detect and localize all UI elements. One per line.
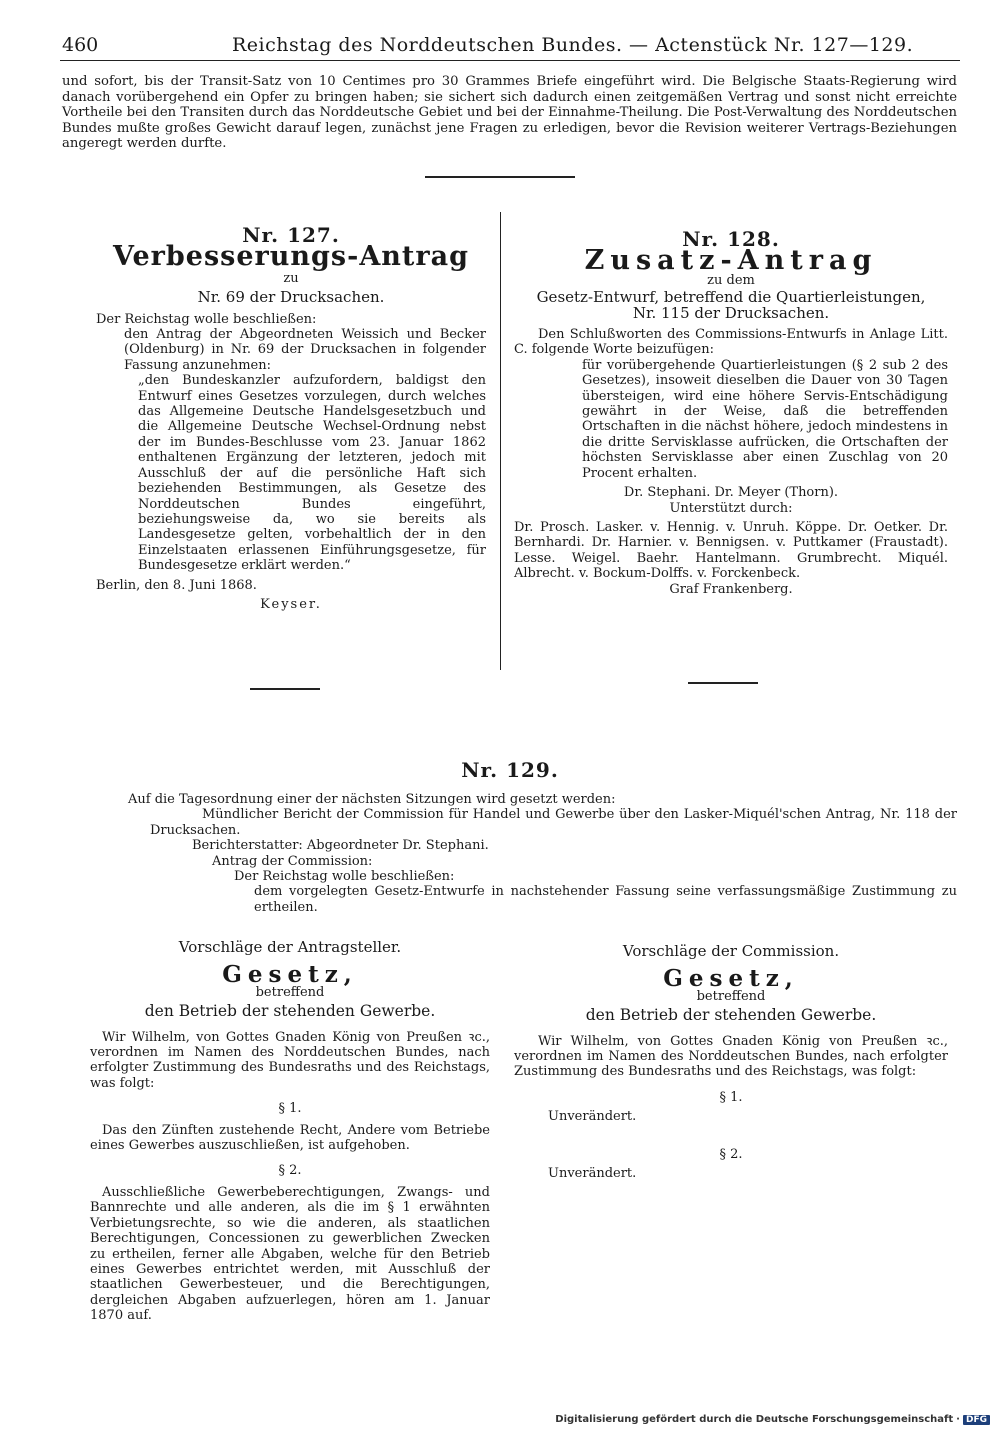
page-number: 460	[62, 34, 99, 56]
intro-paragraph: und sofort, bis der Transit-Satz von 10 Centimes pro 30 Grammes Briefe eingeführt wird. Die Belgische Staats-Regierung wird danach vorübergehend ein Opfer zu bringen haben; sie sichert sich dadurch einen zeitgemäßen Vertrag und sonst nicht erreichte Vortheile bei den Transiten durch das Norddeutsche Gebiet und bei der Einnahme-Theilung. Die Post-Verwaltung des Norddeutschen Bundes mußte großes Gewicht darauf legen, zunächst jene Fragen zu erledigen, bevor die Revision weiterer Vertrags-Beziehungen angeregt werden durfte.	[62, 74, 957, 152]
nr128-supported: Unterstützt durch:	[669, 500, 793, 516]
left-gesetz: Gesetz,	[222, 961, 358, 989]
nr127-ref: Nr. 69 der Drucksachen.	[197, 288, 385, 307]
right-heading: Vorschläge der Commission.	[622, 942, 840, 960]
left-p2-text: Ausschließliche Gewerbeberechtigungen, Zwangs- und Bannrechte und alle anderen, als die im § 1 erwähnten Verbietungsrechte, so wie die anderen, als staatlichen Berechtigungen, Concessionen zu gewerblichen Zwecken zu ertheilen, ferner alle Abgaben, welche für den Betrieb eines Gewerbes entrichtet werden, mit Ausschluß der staatlichen Gewerbesteuer, und die Berechtigungen, dergleichen Abgaben aufzuerlegen, hören am 1. Januar 1870 auf.	[90, 1184, 490, 1324]
nr127-lead: Der Reichstag wolle beschließen:	[96, 311, 317, 327]
nr127-quote: „den Bundeskanzler aufzufordern, baldigst den Entwurf eines Gesetzes vorzulegen, durch welches das Allgemeine Deutsche Handelsgesetzbuch und die Allgemeine Deutsche Wechsel-Ordnung nebst der im Bundes-Beschlusse vom 23. Januar 1862 enthaltenen Ergänzung der letzteren, jedoch mit Ausschluß der auf die persönliche Haft sich beziehenden Bestimmungen, als Gesetze des Norddeutschen Bundes eingeführt, beziehungsweise da, wo sie bereits als Landesgesetze gelten, vorbehaltlich der in den Einzelstaaten erlassenen Einführungsgesetze, für Bundesgesetze erklärt werden.“	[138, 373, 486, 574]
commission-column	[514, 944, 948, 1181]
right-p2: § 2.	[719, 1146, 743, 1162]
nr129-line3: Berichterstatter: Abgeordneter Dr. Stephani.	[192, 838, 489, 854]
nr129-line5: Der Reichstag wolle beschließen:	[234, 869, 455, 885]
nr129-line6: dem vorgelegten Gesetz-Entwurfe in nachstehender Fassung seine verfassungsmäßige Zustimmung zu ertheilen.	[254, 884, 957, 915]
nr127-number: Nr. 127.	[242, 223, 340, 247]
section-nr127	[96, 223, 486, 612]
left-p1: § 1.	[278, 1101, 302, 1117]
nr128-zu: zu dem	[707, 272, 755, 288]
left-subject: den Betrieb der stehenden Gewerbe.	[144, 1002, 436, 1021]
nr128-lead: Den Schlußworten des Commissions-Entwurfs in Anlage Litt. C. folgende Worte beizufügen:	[514, 327, 948, 358]
footer-text: Digitalisierung gefördert durch die Deutsche Forschungsgemeinschaft	[555, 1414, 954, 1425]
nr127-signature: Keyser.	[260, 596, 322, 612]
nr128-title: Zusatz-Antrag	[584, 245, 878, 277]
left-betreffend: betreffend	[255, 984, 325, 1000]
nr128-body: für vorübergehende Quartierleistungen (§ 2 sub 2 des Gesetzes), insoweit dieselben die Dauer von 30 Tagen übersteigen, wird eine höhere Servis-Entschädigung gewährt in der Weise, daß die betreffenden Ortschaften in die nächst höhere, jedoch mindestens in die dritte Servisklasse aufrücken, die Ortschaften der höchsten Servisklasse aber einen Zuschlag von 20 Procent erhalten.	[582, 357, 948, 481]
nr127-end-rule	[250, 688, 320, 690]
nr129-line1: Auf die Tagesordnung einer der nächsten Sitzungen wird gesetzt werden:	[128, 792, 616, 807]
nr128-number: Nr. 128.	[682, 227, 780, 251]
left-heading: Vorschläge der Antragsteller.	[178, 938, 402, 956]
right-p1-text: Unverändert.	[548, 1109, 637, 1125]
right-preamble: Wir Wilhelm, von Gottes Gnaden König von Preußen ꝛc., verordnen im Namen des Norddeutschen Bundes, nach erfolgter Zustimmung des Bundesraths und des Reichstags, was folgt:	[514, 1033, 948, 1080]
section-divider	[425, 176, 575, 178]
nr128-supporters: Dr. Prosch. Lasker. v. Hennig. v. Unruh. Köppe. Dr. Oetker. Dr. Bernhardi. Dr. Harnier. v. Bennigsen. v. Puttkamer (Fraustadt). Lesse. Weigel. Baehr. Hantelmann. Grumbrecht. Miquél. Albrecht. v. Bockum-Dolffs. v. Forckenbeck.	[514, 519, 948, 582]
nr129-line2: Mündlicher Bericht der Commission für Handel und Gewerbe über den Lasker-Miquél'schen Antrag, Nr. 118 der Drucksachen.	[150, 807, 957, 838]
dfg-logo: DFG	[963, 1415, 990, 1425]
section-nr129-intro	[62, 792, 957, 915]
section-nr128	[514, 227, 948, 597]
nr127-date: Berlin, den 8. Juni 1868.	[96, 577, 257, 593]
right-p2-text: Unverändert.	[548, 1166, 637, 1182]
nr128-signers: Dr. Stephani. Dr. Meyer (Thorn).	[623, 485, 839, 501]
antragsteller-column	[90, 940, 490, 1324]
nr128-end-rule	[688, 682, 758, 684]
left-preamble: Wir Wilhelm, von Gottes Gnaden König von Preußen ꝛc., verordnen im Namen des Norddeutschen Bundes, nach erfolgter Zustimmung des Bundesraths und des Reichstags, was folgt:	[90, 1029, 490, 1091]
left-p2: § 2.	[278, 1163, 302, 1179]
right-p1: § 1.	[719, 1089, 743, 1105]
column-divider	[500, 212, 501, 670]
nr128-ref1: Gesetz-Entwurf, betreffend die Quartierleistungen,	[536, 288, 926, 307]
running-title: Reichstag des Norddeutschen Bundes. — Actenstück Nr. 127—129.	[232, 34, 914, 56]
nr129-line4: Antrag der Commission:	[212, 853, 373, 869]
nr128-ref2: Nr. 115 der Drucksachen.	[632, 303, 830, 322]
nr127-zu: zu	[283, 270, 299, 286]
right-subject: den Betrieb der stehenden Gewerbe.	[585, 1006, 877, 1025]
nr127-body: den Antrag der Abgeordneten Weissich und Becker (Oldenburg) in Nr. 69 der Drucksachen in folgender Fassung anzunehmen:	[124, 327, 486, 373]
right-gesetz: Gesetz,	[663, 965, 799, 993]
footer-credit: Digitalisierung gefördert durch die Deutsche Forschungsgemeinschaft · DFG	[555, 1414, 990, 1425]
left-p1-text: Das den Zünften zustehende Recht, Andere vom Betriebe eines Gewerbes auszuschließen, ist aufgehoben.	[90, 1122, 490, 1154]
header-rule	[60, 60, 960, 61]
nr129-number: Nr. 129.	[461, 758, 559, 782]
nr128-last: Graf Frankenberg.	[669, 581, 793, 597]
nr127-title: Verbesserungs-Antrag	[113, 241, 469, 273]
right-betreffend: betreffend	[696, 988, 766, 1004]
